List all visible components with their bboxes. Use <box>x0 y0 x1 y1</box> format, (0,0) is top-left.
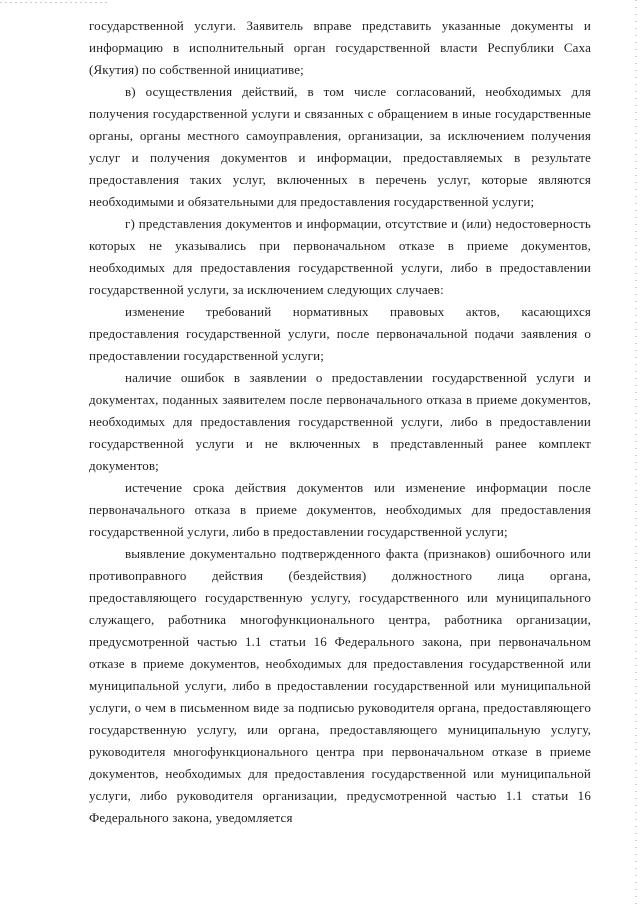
paragraph-item-v: в) осуществления действий, в том числе согласований, необходимых для получения государственной услуги и связанных с обращением в иные государственные органы, органы местного самоуправления, организации, за исключением получения услуг и получения документов и информации, предоставляемых в результате предоставления таких услуг, включенных в перечень услуг, которые являются необходимыми и обязательными для предоставления государственной услуги; <box>89 84 591 209</box>
document-body <box>89 15 591 829</box>
paragraph-exception-1: изменение требований нормативных правовых актов, касающихся предоставления государственной услуги, после первоначальной подачи заявления о предоставлении государственной услуги; <box>89 304 591 363</box>
scan-artifact-right-edge <box>635 0 637 905</box>
paragraph-exception-2: наличие ошибок в заявлении о предоставлении государственной услуги и документах, поданных заявителем после первоначального отказа в приеме документов, необходимых для предоставления государственной услуги, либо в предоставлении государственной услуги и не включенных в представленный ранее комплект документов; <box>89 370 591 473</box>
paragraph-continuation: государственной услуги. Заявитель вправе представить указанные документы и информацию в исполнительный орган государственной власти Республики Саха (Якутия) по собственной инициативе; <box>89 18 591 77</box>
scan-artifact-top <box>0 2 110 3</box>
paragraph-exception-3: истечение срока действия документов или изменение информации после первоначального отказа в приеме документов, необходимых для предоставления государственной услуги, либо в предоставлении государственной услуги; <box>89 480 591 539</box>
paragraph-item-g: г) представления документов и информации, отсутствие и (или) недостоверность которых не указывались при первоначальном отказе в приеме документов, необходимых для предоставления государственной услуги, либо в предоставлении государственной услуги, за исключением следующих случаев: <box>89 216 591 297</box>
paragraph-exception-4: выявление документально подтвержденного факта (признаков) ошибочного или противоправного действия (бездействия) должностного лица органа, предоставляющего государственную услугу, государственного или муниципального служащего, работника многофункционального центра, работника организации, предусмотренной частью 1.1 статьи 16 Федерального закона, при первоначальном отказе в приеме документов, необходимых для предоставления государственной или муниципальной услуги, либо в предоставлении государственной или муниципальной услуги, о чем в письменном виде за подписью руководителя органа, предоставляющего государственную услугу, или органа, предоставляющего муниципальную услугу, руководителя многофункционального центра при первоначальном отказе в приеме документов, необходимых для предоставления государственной или муниципальной услуги, либо руководителя организации, предусмотренной частью 1.1 статьи 16 Федерального закона, уведомляется <box>89 546 591 825</box>
